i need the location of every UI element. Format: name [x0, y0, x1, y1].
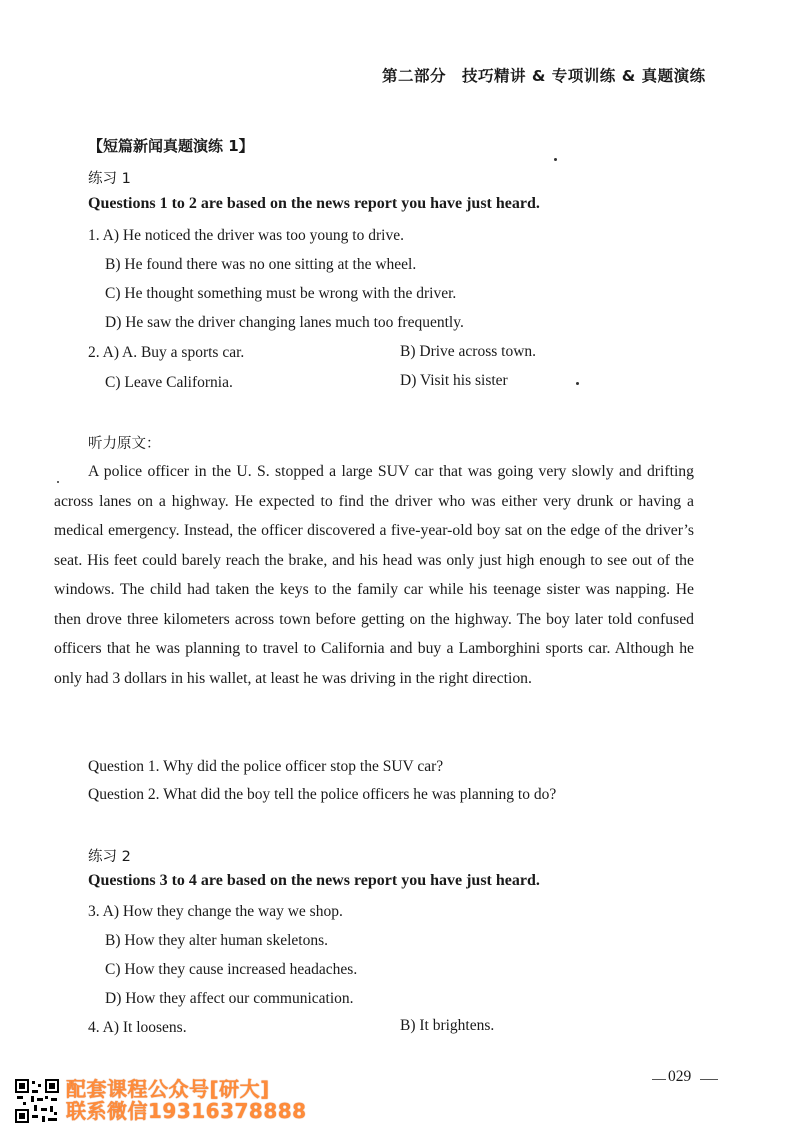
transcript-question-2: Question 2. What did the boy tell the police officers he was planning to do?: [88, 786, 557, 803]
qr-code-icon: [14, 1078, 60, 1124]
watermark-line-2: 联系微信19316378888: [66, 1099, 307, 1123]
page-number-rule-left: [652, 1079, 666, 1080]
q1-option-d: D) He saw the driver changing lanes much too frequently.: [105, 314, 464, 331]
q1-option-a: 1. A) He noticed the driver was too young to drive.: [88, 227, 404, 244]
q3-option-b: B) How they alter human skeletons.: [105, 932, 328, 949]
exercise-2-instruction: Questions 3 to 4 are based on the news report you have just heard.: [88, 872, 540, 889]
scan-speck: [57, 481, 59, 483]
page-header: 第二部分 技巧精讲 & 专项训练 & 真题演练: [382, 67, 706, 85]
exercise-1-instruction: Questions 1 to 2 are based on the news report you have just heard.: [88, 195, 540, 212]
transcript-question-1: Question 1. Why did the police officer stop the SUV car?: [88, 758, 444, 775]
scan-speck: [576, 382, 579, 385]
exercise-2-label: 练习 2: [88, 849, 131, 865]
watermark-line-1: 配套课程公众号[研大]: [66, 1077, 270, 1101]
exercise-1-label: 练习 1: [88, 171, 131, 187]
watermark-text: [66, 1078, 307, 1122]
q2-option-d: D) Visit his sister: [400, 372, 508, 389]
transcript-label: 听力原文：: [88, 436, 161, 452]
q2-option-a: 2. A) A. Buy a sports car.: [88, 344, 245, 361]
page-number-rule-right: [700, 1079, 718, 1080]
transcript-text: A police officer in the U. S. stopped a large SUV car that was going very slowly and drifting across lanes on a highway. He expected to find the driver who was either very drunk or having a medical emergency. Instead, the officer discovered a five-year-old boy sat on the edge of the driver’s seat. His feet could barely reach the brake, and his head was only just high enough to see out of the windows. The child had taken the keys to the family car while his teenage sister was napping. He then drove three kilometers across town before getting on the highway. The boy later told confused officers that he was planning to travel to California and buy a Lamborghini sports car. Although he only had 3 dollars in his wallet, at least he was driving in the right direction.: [54, 463, 694, 687]
scan-speck: [554, 158, 557, 161]
q3-option-a: 3. A) How they change the way we shop.: [88, 903, 343, 920]
q4-option-b: B) It brightens.: [400, 1017, 495, 1034]
page-number: 029: [668, 1068, 692, 1085]
q3-option-c: C) How they cause increased headaches.: [105, 961, 358, 978]
q2-option-c: C) Leave California.: [105, 374, 233, 391]
transcript-paragraph: [54, 457, 694, 693]
q1-option-b: B) He found there was no one sitting at the wheel.: [105, 256, 417, 273]
q1-option-c: C) He thought something must be wrong with the driver.: [105, 285, 457, 302]
section-title: 【短篇新闻真题演练 1】: [88, 137, 254, 155]
q4-option-a: 4. A) It loosens.: [88, 1019, 187, 1036]
q3-option-d: D) How they affect our communication.: [105, 990, 354, 1007]
q2-option-b: B) Drive across town.: [400, 343, 537, 360]
